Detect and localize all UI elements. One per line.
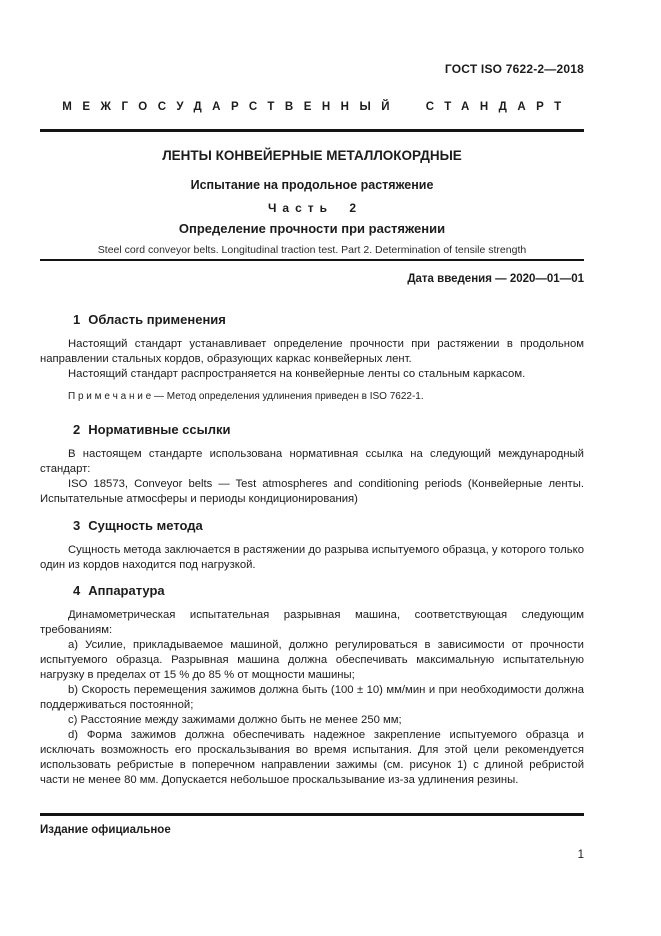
section-4-title: Аппаратура	[88, 583, 165, 598]
effective-date: Дата введения — 2020—01—01	[407, 273, 584, 285]
list-item-c: c) Расстояние между зажимами должно быть не менее 250 мм;	[68, 714, 402, 726]
list-item-a: a) Усилие, прикладываемое машиной, должно регулироваться в зависимости от прочности испытуемого образца. Разрывная машина должна обеспечивать максимальную испытательную нагрузку в пределах от 15 % до 85 % от мощности машины;	[40, 639, 584, 681]
section-4-heading	[40, 583, 584, 599]
paragraph: Настоящий стандарт устанавливает определение прочности при растяжении в продольном направлении стальных кордов, образующих каркас конвейерных лент.	[40, 338, 584, 365]
paragraph: ISO 18573, Conveyor belts — Test atmospheres and conditioning periods (Конвейерные ленты. Испытательные атмосферы и периоды кондиционирования)	[40, 478, 584, 505]
paragraph: Настоящий стандарт распространяется на конвейерные ленты со стальным каркасом.	[68, 368, 526, 380]
doc-code: ГОСТ ISO 7622-2—2018	[444, 62, 584, 76]
list-item-d: d) Форма зажимов должна обеспечивать надежное закрепление испытуемого образца и исключать возможность его проскальзывания во время испытания. Для этой цели рекомендуется использовать ребристые в поперечном направлении зажимы (см. рисунок 1) с длиной ребристой части не менее 80 мм. Допускается небольшое проскальзывание из-за удлинения резины.	[40, 729, 584, 786]
section-2-title: Нормативные ссылки	[88, 422, 231, 437]
english-title: Steel cord conveyor belts. Longitudinal traction test. Part 2. Determination of tensile strength	[97, 244, 527, 256]
list-item-b: b) Скорость перемещения зажимов должна быть (100 ± 10) мм/мин и при необходимости должна поддерживаться постоянной;	[40, 684, 584, 711]
part-label: Часть 2	[267, 201, 363, 215]
paragraph: Сущность метода заключается в растяжении до разрыва испытуемого образца, у которого только один из кордов находится под нагрузкой.	[40, 544, 584, 571]
edition-note: Издание официальное	[40, 824, 171, 836]
section-1-body	[40, 337, 584, 403]
section-3-body	[40, 543, 584, 573]
paragraph: В настоящем стандарте использована нормативная ссылка на следующий международный стандарт:	[40, 448, 584, 475]
section-3-title: Сущность метода	[88, 518, 203, 533]
paragraph: Динамометрическая испытательная разрывная машина, соответствующая следующим требованиям:	[40, 609, 584, 636]
footer-rule	[40, 813, 584, 816]
section-3-number: 3	[73, 518, 81, 533]
standard-type-banner: МЕЖГОСУДАРСТВЕННЫЙ СТАНДАРТ	[62, 101, 572, 113]
page-footer	[40, 813, 584, 862]
document-subtitle: Испытание на продольное растяжение	[190, 178, 434, 192]
section-1-number: 1	[73, 312, 81, 327]
note-paragraph: П р и м е ч а н и е — Метод определения удлинения приведен в ISO 7622-1.	[68, 391, 424, 402]
section-4-number: 4	[73, 583, 81, 598]
section-2-body	[40, 447, 584, 507]
section-1-heading	[40, 312, 584, 328]
section-3-heading	[40, 518, 584, 534]
document-title: ЛЕНТЫ КОНВЕЙЕРНЫЕ МЕТАЛЛОКОРДНЫЕ	[162, 148, 462, 163]
section-4-body	[40, 608, 584, 788]
header-rule	[40, 129, 584, 132]
page-number: 1	[577, 849, 584, 861]
section-2-heading	[40, 422, 584, 438]
section-1-title: Область применения	[88, 312, 226, 327]
part-title: Определение прочности при растяжении	[178, 221, 446, 236]
section-2-number: 2	[73, 422, 81, 437]
title-rule	[40, 259, 584, 261]
